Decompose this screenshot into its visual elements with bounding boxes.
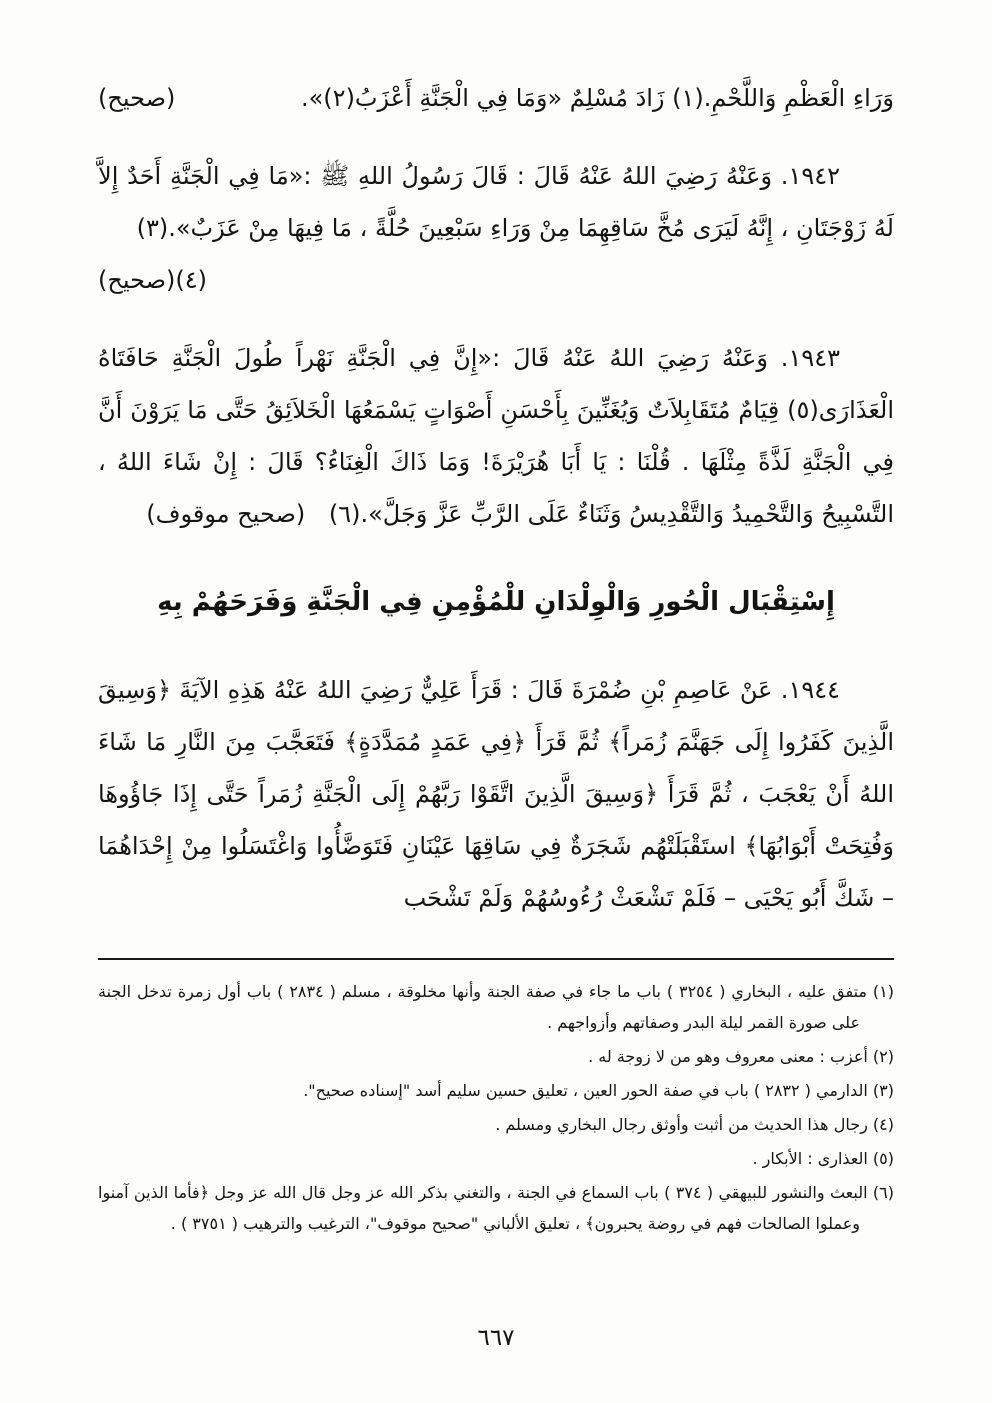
hadith-1944 [98, 664, 894, 924]
hadith-1943-text: ١٩٤٣. وَعَنْهُ رَضِيَ اللهُ عَنْهُ قَالَ :«إِنَّ فِي الْجَنَّةِ نَهْراً طُولَ الْجَنَّةِ حَافَتَاهُ الْعَذَارَى(٥) قِيَامٌ مُتَقَابِلاَتٌ وَيُغَنِّينَ بِأَحْسَنِ أَصْوَاتٍ يَسْمَعُهَا الْخَلاَئِقُ حَتَّى مَا يَرَوْنَ أَنَّ فِي الْجَنَّةِ لَذَّةً مِثْلَهَا . قُلْنَا : يَا أَبَا هُرَيْرَةَ! وَمَا ذَاكَ الْغِنَاءُ؟ قَالَ : إِنْ شَاءَ اللهُ ، التَّسْبِيحُ وَالتَّحْمِيدُ وَالتَّقْدِيسُ وَثَنَاءٌ عَلَى الرَّبِّ عَزَّ وَجَلَّ».(٦) [98, 344, 894, 528]
hadith-1943 [98, 332, 894, 540]
footnotes-section [98, 958, 894, 1239]
footnote-item: (٣) الدارمي ( ٢٨٣٢ ) باب في صفة الحور العين ، تعليق حسين سليم أسد "إسناده صحيح". [303, 1081, 894, 1100]
hadith-1944-text: ١٩٤٤. عَنْ عَاصِمِ بْنِ ضُمْرَةَ قَالَ : قَرَأَ عَلِيٌّ رَضِيَ اللهُ عَنْهُ هَذِهِ الآيَةَ ﴿وَسِيقَ الَّذِينَ كَفَرُوا إِلَى جَهَنَّمَ زُمَراً﴾ ثُمَّ قَرَأَ ﴿فِي عَمَدٍ مُمَدَّدَةٍ﴾ فَتَعَجَّبَ مِنَ النَّارِ مَا شَاءَ اللهُ أَنْ يَعْجَبَ ، ثُمَّ قَرَأَ ﴿وَسِيقَ الَّذِينَ اتَّقَوْا رَبَّهُمْ إِلَى الْجَنَّةِ زُمَراً حَتَّى إِذَا جَاؤُوهَا وَفُتِحَتْ أَبْوَابُهَا﴾ استَقْبَلَتْهُم شَجَرَةٌ فِي سَاقِهَا عَيْنَانِ فَتَوَضَّأُوا وَاغْتَسَلُوا مِنْ إِحْدَاهُمَا – شَكَّ أَبُو يَحْيَى – فَلَمْ تَشْعَثْ رُءُوسُهُمْ وَلَمْ تَشْحَب [98, 676, 894, 912]
footnote-item: (٥) العذارى : الأبكار . [752, 1149, 894, 1168]
hadith-1942-text: ١٩٤٢. وَعَنْهُ رَضِيَ اللهُ عَنْهُ قَالَ : قَالَ رَسُولُ اللهِ ﷺ :«مَا فِي الْجَنَّةِ أَحَدٌ إِلاَّ لَهُ زَوْجَتَانِ ، إِنَّهُ لَيَرَى مُخَّ سَاقِهِمَا مِنْ وَرَاءِ سَبْعِينَ حُلَّةً ، مَا فِيهَا مِنْ عَزَبٌ».(٣) [98, 162, 894, 242]
hadith-continuation [98, 72, 894, 124]
footnote-item: (٢) أعزب : معنى معروف وهو من لا زوجة له . [588, 1047, 894, 1066]
grade-badge: (صحيح) [98, 84, 176, 112]
footnote-item: (٤) رجال هذا الحديث من أثبت وأوثق رجال البخاري ومسلم . [495, 1115, 894, 1134]
grade-badge: (صحيح موقوف) [146, 500, 306, 528]
grade-badge: (٤)(صحيح) [98, 266, 207, 294]
hadith-continuation-text: وَرَاءِ الْعَظْمِ وَاللَّحْمِ.(١) زَادَ مُسْلِمٌ «وَمَا فِي الْجَنَّةِ أَعْزَبُ(٢)». [300, 84, 894, 112]
section-heading: إِسْتِقْبَال الْحُورِ وَالْوِلْدَانِ للْمُؤْمِنِ فِي الْجَنَّةِ وَفَرَحَهُمْ بِهِ [157, 587, 835, 617]
footnote-item: (٦) البعث والنشور للبيهقي ( ٣٧٤ ) باب السماع في الجنة ، والتغني بذكر الله عز وجل قال الله عز وجل ﴿فأما الذين آمنوا وعملوا الصالحات فهم في روضة يحبرون﴾ ، تعليق الألباني "صحيح موقوف"، الترغيب والترهيب ( ٣٧٥١ ) . [98, 1183, 894, 1233]
hadith-1942 [98, 150, 894, 306]
page-number: ٦٦٧ [477, 1325, 515, 1351]
footnote-item: (١) متفق عليه ، البخاري ( ٣٢٥٤ ) باب ما جاء في صفة الجنة وأنها مخلوقة ، مسلم ( ٢٨٣٤ ) باب أول زمرة تدخل الجنة على صورة القمر ليلة البدر وصفاتهم وأزواجهم . [98, 982, 894, 1032]
